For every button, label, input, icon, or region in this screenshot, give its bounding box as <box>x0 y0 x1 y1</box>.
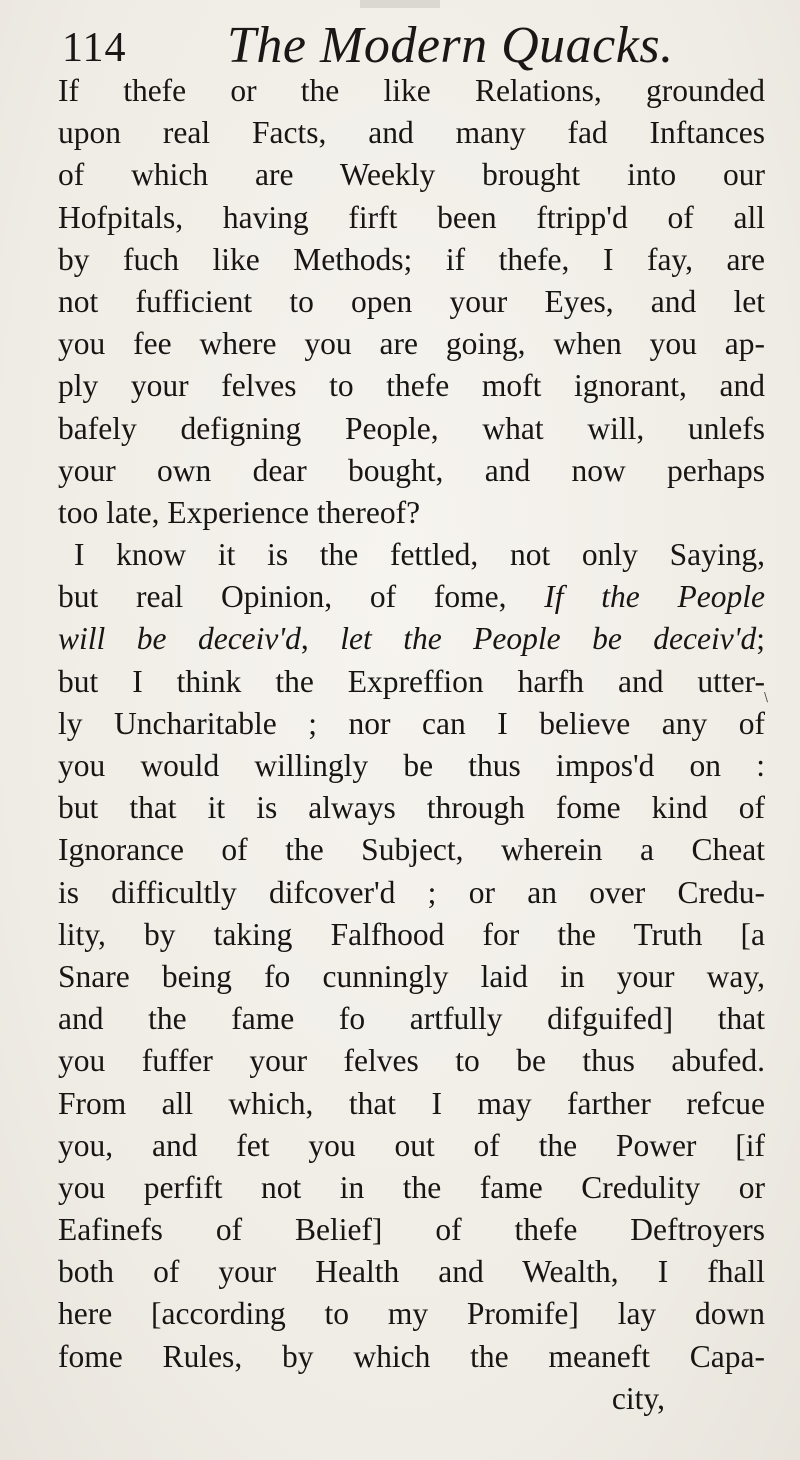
text-line: will be deceiv'd, let the People be deceiv'd; <box>58 621 765 657</box>
page-number: 114 <box>62 25 127 71</box>
text-line: Eafinefs of Belief] of thefe Deftroyers <box>58 1212 765 1248</box>
italic-phrase: If the People <box>544 579 765 615</box>
text-line: here [according to my Promife] lay down <box>58 1296 765 1332</box>
running-title: The Modern Quacks. <box>227 17 674 74</box>
text-line: Snare being fo cunningly laid in your way, <box>58 958 765 994</box>
text-line: but real Opinion, of fome, If the People <box>58 579 765 615</box>
text-line: upon real Facts, and many fad Inftances <box>58 115 765 151</box>
italic-phrase: will be deceiv'd <box>58 621 301 657</box>
text-line: but I think the Expreffion harfh and utter- <box>58 663 765 699</box>
text-line: Ignorance of the Subject, wherein a Cheat <box>58 832 765 868</box>
margin-mark: \ <box>764 690 769 704</box>
text-line: fome Rules, by which the meaneft Capa- <box>58 1338 765 1374</box>
text-line: and the fame fo artfully difguifed] that <box>58 1001 765 1037</box>
text-line: If thefe or the like Relations, grounded <box>58 73 765 108</box>
text-line: lity, by taking Falfhood for the Truth [a <box>58 916 765 952</box>
text-line: ply your felves to thefe moft ignorant, and <box>58 368 765 404</box>
text-line: Hofpitals, having firft been ftripp'd of all <box>58 199 765 235</box>
text-line: not fufficient to open your Eyes, and let <box>58 283 765 319</box>
text-line: both of your Health and Wealth, I fhall <box>58 1254 765 1290</box>
text-line: bafely defigning People, what will, unlefs <box>58 410 765 446</box>
text-line: too late, Experience thereof? <box>58 494 421 530</box>
catchword: city, <box>611 1380 665 1416</box>
text-line: you fee where you are going, when you ap- <box>58 326 765 362</box>
text-line: you, and fet you out of the Power [if <box>58 1127 765 1163</box>
text-line: by fuch like Methods; if thefe, I fay, are <box>58 241 765 277</box>
text-line: of which are Weekly brought into our <box>58 157 765 193</box>
text-line: you perfift not in the fame Credulity or <box>58 1169 765 1205</box>
text-line: your own dear bought, and now perhaps <box>58 452 765 488</box>
italic-phrase: let the People be deceiv'd <box>340 621 757 657</box>
text-line: but that it is always through fome kind of <box>58 790 765 826</box>
text-line: I know it is the fettled, not only Saying, <box>74 537 765 573</box>
page-edge-shadow <box>360 0 440 8</box>
text-line: you fuffer your felves to be thus abufed. <box>58 1043 765 1079</box>
text-line: you would willingly be thus impos'd on : <box>58 748 765 783</box>
text-line: ly Uncharitable ; nor can I believe any of <box>58 705 765 741</box>
text-line: From all which, that I may farther refcue <box>58 1085 765 1121</box>
text-line: is difficultly difcover'd ; or an over Credu- <box>58 874 765 910</box>
body-text <box>58 70 765 1420</box>
